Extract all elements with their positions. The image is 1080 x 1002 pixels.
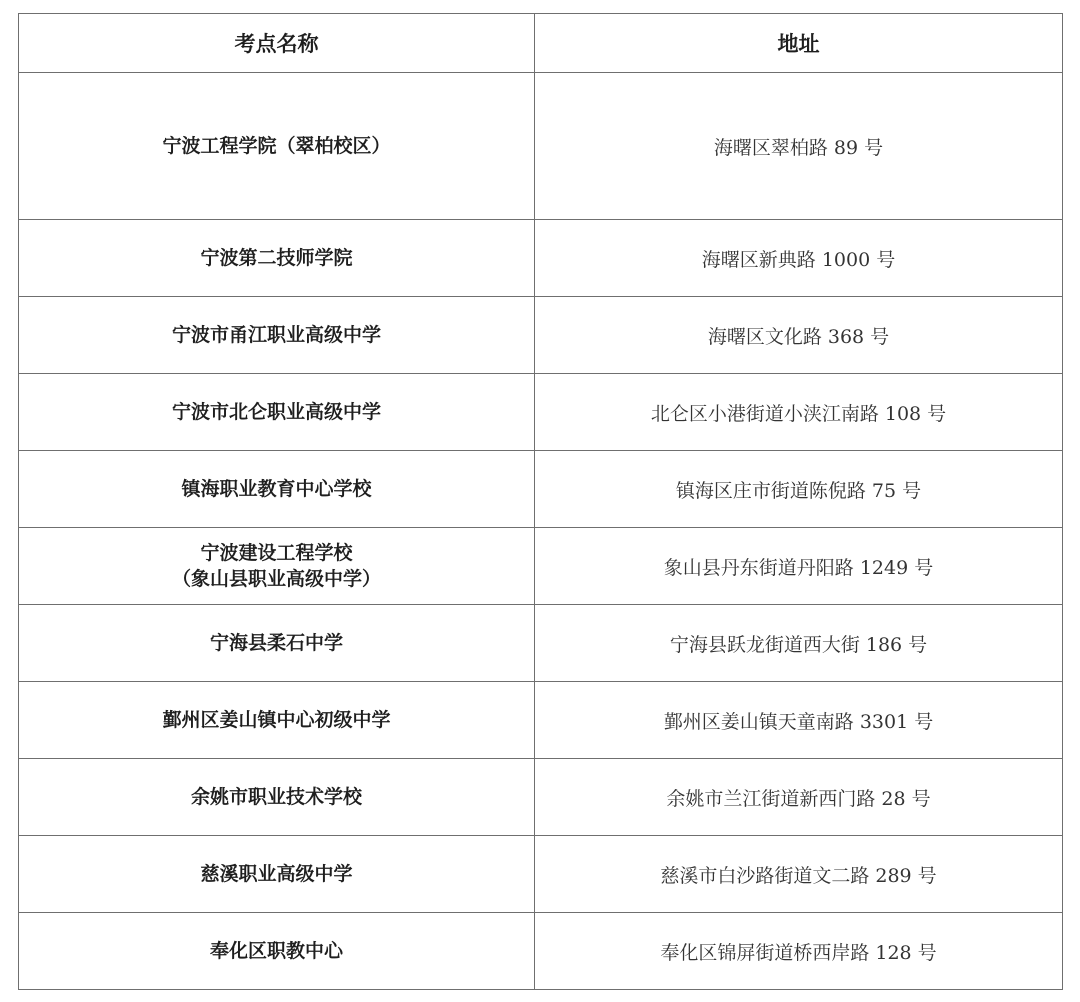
table-row <box>19 605 1063 682</box>
header-address: 地址 <box>535 14 1063 73</box>
venue-name: 宁波第二技师学院 <box>200 247 353 269</box>
venue-name: 余姚市职业技术学校 <box>190 786 362 808</box>
venue-name-cell <box>19 913 535 990</box>
venue-name-cell <box>19 73 535 220</box>
venue-name: 慈溪职业高级中学 <box>200 863 353 885</box>
table-header <box>19 14 1063 73</box>
venue-name-cell <box>19 759 535 836</box>
venue-address: 鄞州区姜山镇天童南路 3301 号 <box>535 682 1063 759</box>
venue-name: 奉化区职教中心 <box>209 940 343 962</box>
venue-name-cell <box>19 836 535 913</box>
table-row <box>19 759 1063 836</box>
table-row <box>19 374 1063 451</box>
venue-address: 余姚市兰江街道新西门路 28 号 <box>535 759 1063 836</box>
venue-address: 海曙区文化路 368 号 <box>535 297 1063 374</box>
venue-name: 宁波建设工程学校 <box>200 542 353 564</box>
venue-address: 海曙区翠柏路 89 号 <box>535 73 1063 220</box>
venue-address: 象山县丹东街道丹阳路 1249 号 <box>535 528 1063 605</box>
venue-name: 宁波市甬江职业高级中学 <box>171 324 381 346</box>
venue-name-cell <box>19 682 535 759</box>
table-row <box>19 836 1063 913</box>
venue-address: 北仑区小港街道小浃江南路 108 号 <box>535 374 1063 451</box>
venue-name-cell <box>19 528 535 605</box>
venue-name: 宁波工程学院（翠柏校区） <box>162 135 391 157</box>
table-body <box>19 73 1063 990</box>
table-row <box>19 73 1063 220</box>
venue-address: 镇海区庄市街道陈倪路 75 号 <box>535 451 1063 528</box>
header-venue-name: 考点名称 <box>19 14 535 73</box>
venue-name-cell <box>19 374 535 451</box>
header-row <box>19 14 1063 73</box>
table-row <box>19 682 1063 759</box>
exam-venue-sheet <box>18 13 1062 990</box>
table-row <box>19 528 1063 605</box>
venue-name-cell <box>19 605 535 682</box>
venue-name: 宁海县柔石中学 <box>209 632 343 654</box>
venue-name-cell <box>19 220 535 297</box>
venue-name-alias: （象山县职业高级中学） <box>171 568 381 590</box>
table-row <box>19 913 1063 990</box>
table-row <box>19 220 1063 297</box>
venue-address: 慈溪市白沙路街道文二路 289 号 <box>535 836 1063 913</box>
venue-name-cell <box>19 297 535 374</box>
exam-venue-table <box>18 13 1063 990</box>
table-row <box>19 297 1063 374</box>
venue-name: 镇海职业教育中心学校 <box>181 478 372 500</box>
venue-address: 宁海县跃龙街道西大街 186 号 <box>535 605 1063 682</box>
venue-address: 奉化区锦屏街道桥西岸路 128 号 <box>535 913 1063 990</box>
venue-name-cell <box>19 451 535 528</box>
venue-address: 海曙区新典路 1000 号 <box>535 220 1063 297</box>
table-row <box>19 451 1063 528</box>
venue-name: 鄞州区姜山镇中心初级中学 <box>162 709 391 731</box>
venue-name: 宁波市北仑职业高级中学 <box>171 401 381 423</box>
